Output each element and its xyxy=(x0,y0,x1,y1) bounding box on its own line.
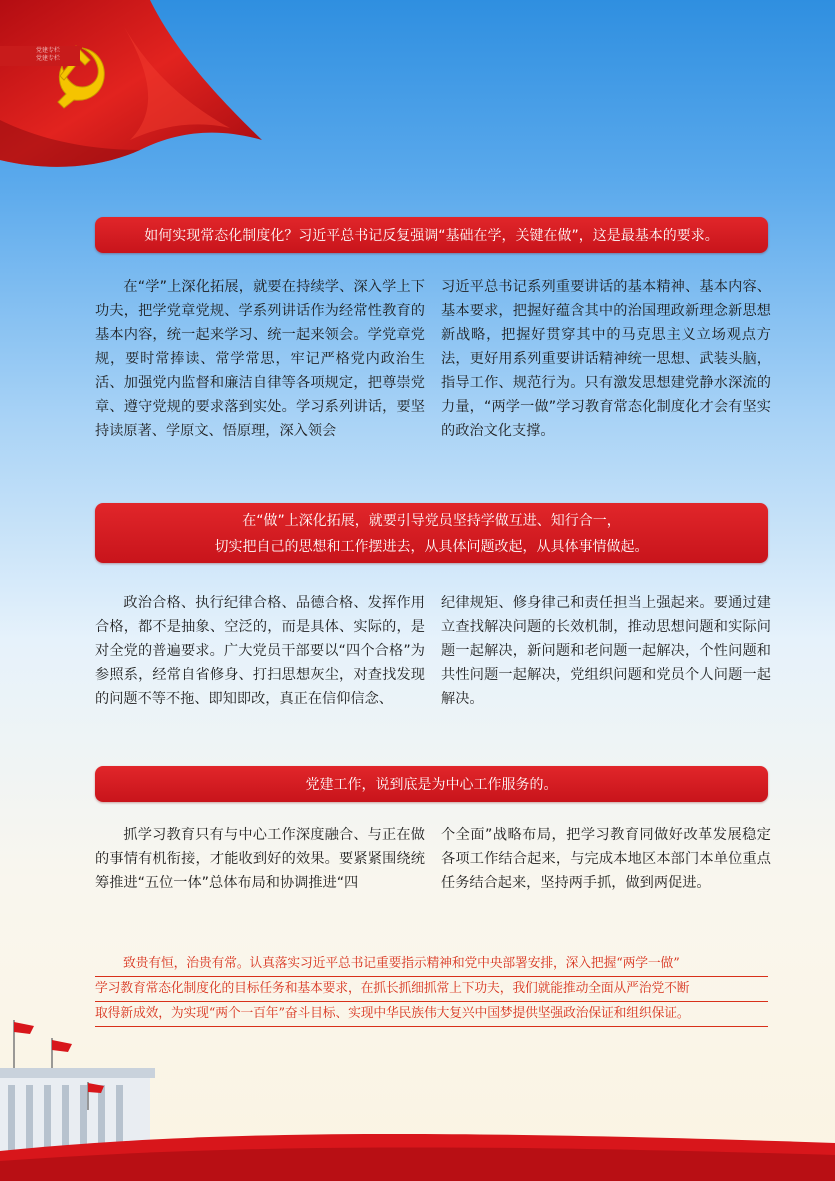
section3-left-column xyxy=(95,823,425,895)
section1-banner xyxy=(95,217,768,253)
section3-banner xyxy=(95,766,768,802)
section1-right-text: 习近平总书记系列重要讲话的基本精神、基本内容、基本要求，把握好蕴含其中的治国理政新理念新思想新战略，把握好贯穿其中的马克思主义立场观点方法，更好用系列重要讲话精神统一思想、武装头脑，指导工作、规范行为。只有激发思想建党静水深流的力量，“两学一做”学习教育常态化制度化才会有坚实的政治文化支撑。 xyxy=(441,279,771,439)
section1-banner-text: 如何实现常态化制度化？习近平总书记反复强调“基础在学，关键在做”，这是最基本的要求。 xyxy=(144,228,719,244)
section3-right-column xyxy=(441,823,771,895)
bottom-red-wave xyxy=(0,1121,835,1181)
closing-line-1: 致贵有恒，治贵有常。认真落实习近平总书记重要指示精神和党中央部署安排，深入把握“两学一做” xyxy=(95,952,768,977)
section2-left-text: 政治合格、执行纪律合格、品德合格、发挥作用合格，都不是抽象、空泛的，而是具体、实际的，是对全党的普遍要求。广大党员干部要以“四个合格”为参照系，经常自省修身、打扫思想灰尘，对查找发现的问题不等不拖、即知即改，真正在信仰信念、 xyxy=(95,595,425,707)
corner-text-2: 党建专栏 xyxy=(36,55,61,62)
section1-left-column xyxy=(95,275,425,443)
closing-paragraph xyxy=(95,952,768,1027)
section2-banner-line2: 切实把自己的思想和工作摆进去，从具体问题改起，从具体事情做起。 xyxy=(214,539,649,555)
section1-right-column xyxy=(441,275,771,443)
section3-banner-text: 党建工作，说到底是为中心工作服务的。 xyxy=(305,777,558,793)
section3-right-text: 个全面”战略布局，把学习教育同做好改革发展稳定各项工作结合起来，与完成本地区本部门本单位重点任务结合起来，坚持两手抓，做到两促进。 xyxy=(441,827,771,891)
corner-text: 党建专栏 xyxy=(36,47,61,54)
corner-label xyxy=(0,46,80,66)
closing-line-2: 学习教育常态化制度化的目标任务和基本要求，在抓长抓细抓常上下功夫，我们就能推动全面从严治党不断 xyxy=(95,977,768,1002)
section3-left-text: 抓学习教育只有与中心工作深度融合、与正在做的事情有机衔接，才能收到好的效果。要紧紧围绕统筹推进“五位一体”总体布局和协调推进“四 xyxy=(95,827,425,891)
closing-line-3: 取得新成效，为实现“两个一百年”奋斗目标、实现中华民族伟大复兴中国梦提供坚强政治保证和组织保证。 xyxy=(95,1002,768,1027)
red-flag-icon xyxy=(0,0,270,175)
section2-right-column xyxy=(441,591,771,711)
section2-right-text: 纪律规矩、修身律己和责任担当上强起来。要通过建立查找解决问题的长效机制，推动思想问题和实际问题一起解决，新问题和老问题一起解决，个性问题和共性问题一起解决，党组织问题和党员个人问题一起解决。 xyxy=(441,595,771,707)
section1-left-text: 在“学”上深化拓展，就要在持续学、深入学上下功夫，把学党章党规、学系列讲话作为经常性教育的基本内容，统一起来学习、统一起来领会。学党章党规，要时常捧读、常学常思，牢记严格党内政治生活、加强党内监督和廉洁自律等各项规定，把尊崇党章、遵守党规的要求落到实处。学习系列讲话，要坚持读原著、学原文、悟原理，深入领会 xyxy=(95,279,425,439)
section2-left-column xyxy=(95,591,425,711)
section2-banner-line1: 在“做”上深化拓展，就要引导党员坚持学做互进、知行合一， xyxy=(242,513,621,529)
section2-banner xyxy=(95,503,768,563)
